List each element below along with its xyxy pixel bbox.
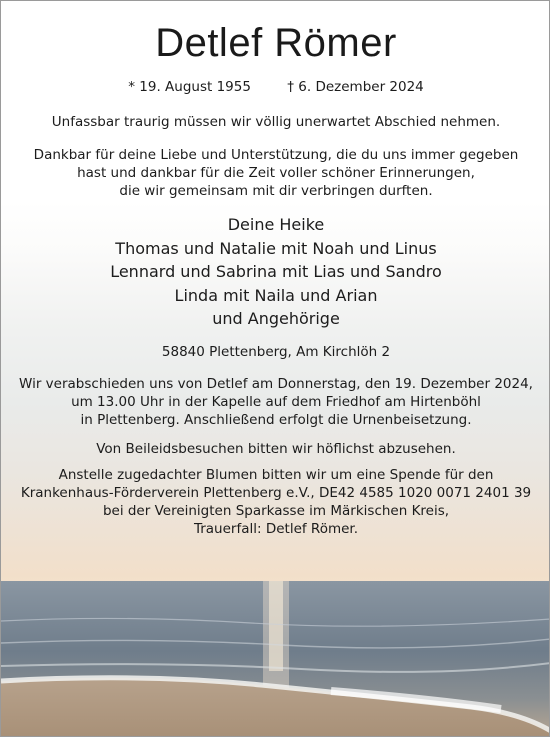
- family-line: Thomas und Natalie mit Noah und Linus: [115, 238, 437, 258]
- death-date: † 6. Dezember 2024: [287, 79, 424, 95]
- beach-sunset-image: [1, 581, 550, 737]
- life-dates: [1, 79, 550, 95]
- deceased-name: Detlef Römer: [155, 21, 397, 65]
- birth-date: * 19. August 1955: [128, 79, 251, 95]
- service-line: Wir verabschieden uns von Detlef am Donnerstag, den 19. Dezember 2024,: [19, 376, 533, 392]
- gratitude-text: [1, 146, 550, 200]
- address: 58840 Plettenberg, Am Kirchlöh 2: [161, 344, 391, 360]
- donation-line: Trauerfall: Detlef Römer.: [193, 521, 359, 537]
- gratitude-line: hast und dankbar für die Zeit voller schöner Erinnerungen,: [77, 165, 475, 181]
- donation-line: Krankenhaus-Förderverein Plettenberg e.V., DE42 4585 1020 0071 2401 39: [20, 485, 532, 501]
- donation-text: [1, 466, 550, 538]
- donation-line: Anstelle zugedachter Blumen bitten wir um eine Spende für den: [58, 467, 494, 483]
- gratitude-line: die wir gemeinsam mit dir verbringen durften.: [119, 183, 433, 199]
- donation-line: bei der Vereinigten Sparkasse im Märkischen Kreis,: [102, 503, 450, 519]
- family-list: [1, 213, 550, 331]
- family-line: Deine Heike: [227, 215, 325, 234]
- condolence-note: Von Beileidsbesuchen bitten wir höflichst abzusehen.: [96, 441, 456, 457]
- gratitude-line: Dankbar für deine Liebe und Unterstützung, die du uns immer gegeben: [33, 147, 519, 163]
- service-text: [1, 375, 550, 429]
- family-line: Linda mit Naila und Arian: [174, 285, 378, 305]
- intro-text: Unfassbar traurig müssen wir völlig unerwartet Abschied nehmen.: [51, 114, 501, 130]
- service-line: in Plettenberg. Anschließend erfolgt die Urnenbeisetzung.: [80, 412, 472, 428]
- service-line: um 13.00 Uhr in der Kapelle auf dem Friedhof am Hirtenböhl: [71, 394, 481, 410]
- family-line: und Angehörige: [212, 309, 340, 328]
- family-line: Lennard und Sabrina mit Lias und Sandro: [110, 262, 442, 281]
